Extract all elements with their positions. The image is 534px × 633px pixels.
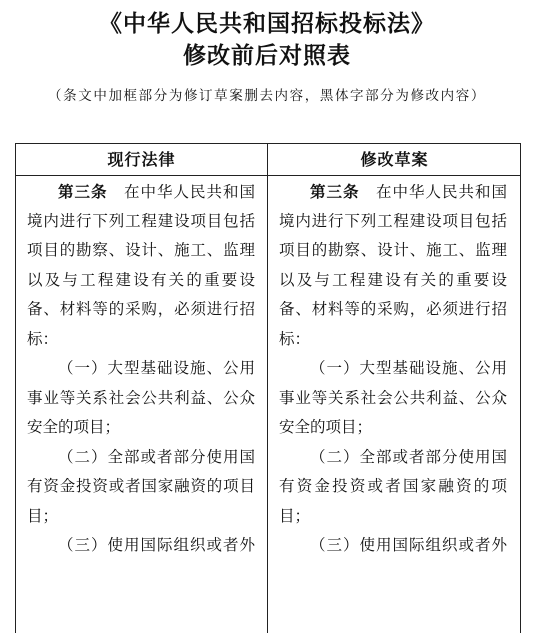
text-line: 事业等关系社会公共利益、公众 (279, 388, 507, 407)
draft-amendment-text (279, 177, 507, 561)
text-line: 目； (27, 506, 59, 525)
draft-amendment-header: 修改草案 (360, 150, 429, 169)
current-law-header: 现行法律 (107, 150, 176, 169)
item-two-first-line: （二）全部或者部分使用国 (310, 447, 507, 466)
text-line: 备、材料等的采购，必须进行招 (279, 300, 507, 318)
article-text: 在中华人民共和国 (376, 183, 507, 201)
document-note: （条文中加框部分为修订草案删去内容，黑体字部分为修改内容） (48, 88, 486, 104)
item-two-first-line: （二）全部或者部分使用国 (58, 447, 255, 466)
document-subtitle: 修改前后对照表 (183, 42, 351, 69)
article-label: 第三条 (58, 182, 108, 201)
text-line: 目； (279, 506, 311, 525)
header-divider (16, 175, 520, 176)
item-three-first-line: （三）使用国际组织或者外 (58, 536, 255, 554)
item-three-first-line: （三）使用国际组织或者外 (310, 536, 507, 554)
text-line: 安全的项目； (279, 418, 373, 436)
article-text: 在中华人民共和国 (124, 183, 255, 201)
text-line: 以及与工程建设有关的重要设 (279, 270, 507, 289)
article-first-line (27, 177, 255, 207)
text-line: 以及与工程建设有关的重要设 (27, 270, 255, 289)
text-line: 项目的勘察、设计、施工、监理 (279, 241, 507, 259)
text-line: 有资金投资或者国家融资的项目 (27, 477, 255, 495)
item-one-first-line: （一）大型基础设施、公用 (58, 359, 255, 377)
text-line: 标： (279, 329, 311, 348)
article-label: 第三条 (310, 182, 360, 201)
text-line: 境内进行下列工程建设项目包括 (27, 211, 255, 230)
comparison-table (15, 143, 521, 633)
text-line: 项目的勘察、设计、施工、监理 (27, 241, 255, 259)
text-line: 境内进行下列工程建设项目包括 (279, 211, 507, 230)
item-one-first-line: （一）大型基础设施、公用 (310, 359, 507, 377)
text-line: 备、材料等的采购，必须进行招 (27, 300, 255, 318)
current-law-text (27, 177, 255, 561)
text-line: 事业等关系社会公共利益、公众 (27, 388, 255, 407)
document-title: 《中华人民共和国招标投标法》 (99, 10, 435, 37)
text-line: 有资金投资或者国家融资的项 (279, 477, 507, 495)
text-line: 标： (27, 329, 59, 348)
column-divider (267, 144, 268, 633)
text-line: 安全的项目； (27, 418, 121, 436)
article-first-line (279, 177, 507, 207)
